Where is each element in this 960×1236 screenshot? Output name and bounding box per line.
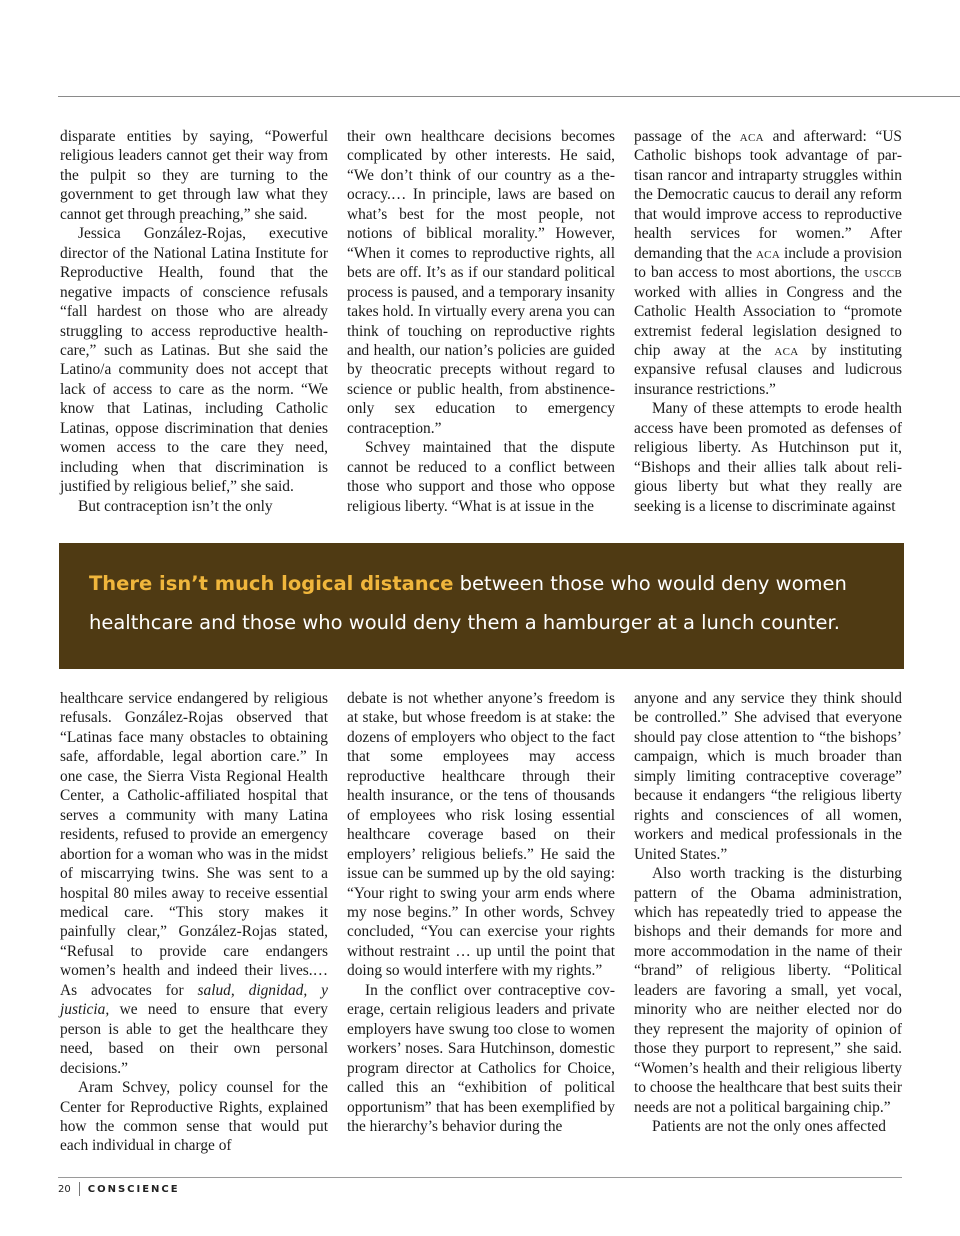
paragraph: Aram Schvey, policy counsel for the Center for Reproductive Rights, explained how the common sense that would put each individual in charge of [60, 1079, 328, 1155]
paragraph: healthcare service endangered by religious refusals. González-Rojas observed that “Latinas face many obstacles to obtaining safe, affordable, legal abortion care.” In one case, the Sierra Vista Regional Health Center, a Catholic-affiliated hospital that serves a community with many Latina residents, refused to provide an emergency abortion for a woman who was in the midst of miscarrying twins. She was sent to a hospital 80 miles away to receive essential medical care. “This story makes it painfully clear,” González-Rojas stated, “Refusal to provide care endangers women’s health and indeed their lives.… As advocates for salud, dignidad, y justicia, we need to ensure that every person is able to get the healthcare they need, based on their own personal decisions.” [60, 690, 328, 1077]
paragraph: Many of these attempts to erode health access have been promoted as defenses of religious liberty. As Hutchinson put it, “Bishops and their allies talk about religious liberty but what they really are seeking is a license to discriminate against [634, 400, 902, 515]
publication-name: CONSCIENCE [87, 1183, 180, 1195]
upper-column-3 [634, 127, 902, 517]
page-footer [58, 1182, 180, 1196]
page-number: 20 [58, 1183, 71, 1195]
pull-quote-highlight: There isn’t much logical distance [89, 572, 454, 595]
acronym-aca: aca [739, 128, 764, 145]
lower-column-1 [60, 689, 328, 1159]
paragraph: debate is not whether anyone’s freedom is at stake, but whose freedom is at stake: the dozens of employers who object to the fact that some employees may access reproductive healthcare through their health insurance, or the tens of thousands of employees who risk losing essential healthcare coverage based on their employers’ religious beliefs.” He said the issue can be summed up by the old saying: “Your right to swing your arm ends where my nose begins.” In other words, Schvey concluded, “You can exercise your rights without restraint … up until the point that doing so would interfere with my rights.” [347, 690, 615, 980]
lower-column-3 [634, 689, 902, 1159]
paragraph: Jessica González-Rojas, executive director of the National Latina Institute for Reproductive Health, found that the negative impacts of conscience refusals “fall hardest on those who are already struggling to access reproductive healthcare,” such as Latinas. But she said the Latino/a community does not accept that lack of access to care as the norm. “We know that Latinas, including Catholic Latinas, oppose discrimination that denies women access to the care they need, including when that discrimination is justified by religious belief,” she said. [60, 225, 328, 496]
upper-column-2 [347, 127, 615, 517]
acronym-usccb: usccb [864, 264, 902, 282]
paragraph: Schvey maintained that the dispute cannot be reduced to a conflict between those who support and those who oppose religious liberty. “What is at issue in the [347, 439, 615, 515]
paragraph: Also worth tracking is the disturbing pattern of the Obama administration, which has repeatedly tried to appease the bishops and their demands for more and more accommodation in the name of their “brand” of religious liberty. “Political leaders are favoring a small, yet vocal, minority who are neither elected nor do they represent the majority of opinion of those they purport to represent,” she said. “Women’s health and their religious liberty to choose the healthcare that best suits their needs are not a political bargaining chip.” [634, 865, 902, 1116]
pull-quote [59, 543, 904, 669]
paragraph: anyone and any service they think should be controlled.” She advised that everyone should pay close attention to “the bishops’ campaign, which is much broader than simply limiting contraceptive coverage” because it endangers “the religious liberty rights and consciences of all women, workers and medical professionals in the United States.” [634, 690, 902, 863]
acronym-aca: aca [755, 244, 781, 262]
paragraph: Patients are not the only ones affected [652, 1117, 886, 1135]
pull-quote-text: between those who would deny women healthcare and those who would deny them a hamburger at a lunch counter. [89, 572, 847, 634]
footer-rule [58, 1177, 902, 1178]
paragraph: But contraception isn’t the only [78, 497, 273, 515]
spanish-phrase: salud, dignidad, y justicia, [60, 981, 328, 1019]
paragraph: passage of the aca and afterward: “US Catholic bishops took advantage of partisan rancor and intraparty struggles within the Democratic caucus to derail any reform that would improve access to reproductive health services for women.” After demanding that the aca include a provision to ban access to most abortions, the usccb worked with allies in Congress and the Catholic Health Association to “promote extremist federal legislation designed to chip away at the aca by instituting expansive refusal clauses and ludicrous insurance restrictions.” [634, 128, 902, 398]
lower-column-2 [347, 689, 615, 1159]
footer-divider [79, 1182, 80, 1196]
paragraph: their own healthcare decisions becomes complicated by other interests. He said, “We don’t think of our country as a theocracy.… In principle, laws are based on what’s best for the most people, not notions of biblical morality.” However, “When it comes to reproductive rights, all bets are off. It’s as if our standard political process is paused, and a temporary insanity takes hold. In virtually every arena you can think of touching on reproductive rights and health, our nation’s policies are guided by theocratic precepts without regard to science or public health, from abstinence-only sex education to emergency contraception.” [347, 128, 615, 437]
paragraph: disparate entities by saying, “Powerful religious leaders cannot get their way from the pulpit so they are turning to the government to get through law what they cannot get through preaching,” she said. [60, 128, 328, 223]
paragraph: In the conflict over contraceptive coverage, certain religious leaders and private employers have swung too close to women workers’ noses. Sara Hutchinson, domestic program director at Catholics for Choice, called this an “exhibition of political opportunism” that has been exemplified by the hierarchy’s behavior during the [347, 981, 615, 1135]
header-rule [58, 96, 960, 97]
upper-column-1 [60, 127, 328, 517]
acronym-aca: aca [774, 341, 799, 359]
